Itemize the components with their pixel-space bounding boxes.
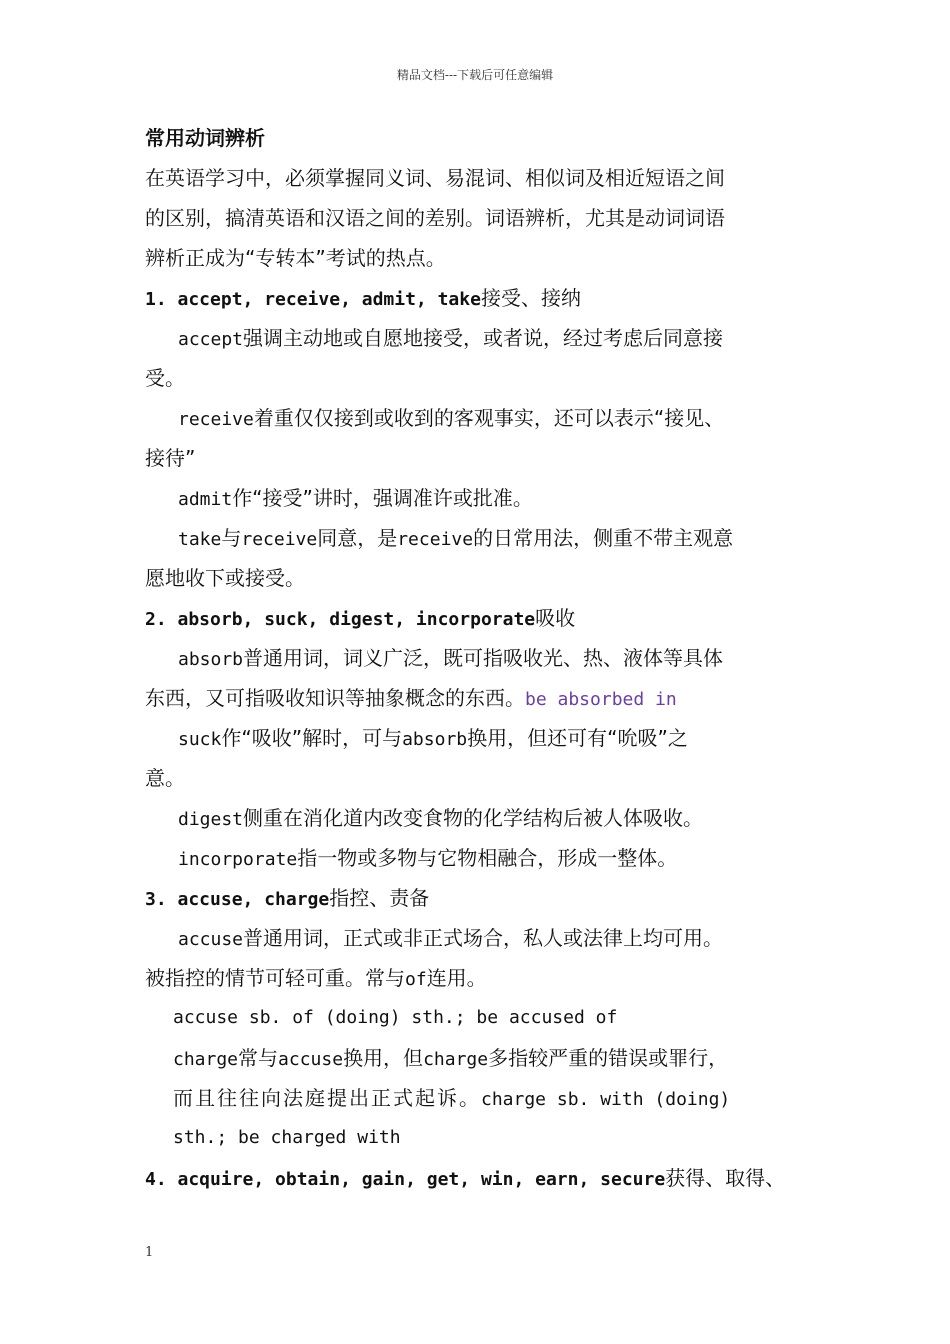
- definition: 而且往往向法庭提出正式起诉。: [173, 1086, 481, 1110]
- definition: 普通用词，词义广泛，既可指吸收光、热、液体等具体: [243, 646, 724, 670]
- term: suck: [178, 729, 222, 750]
- intro-line-3: 辨析正成为“专转本”考试的热点。: [145, 246, 446, 270]
- term: accuse: [278, 1049, 344, 1070]
- s1-accept-cont: 受。: [145, 366, 185, 390]
- definition: 多指较严重的错误或罪行，: [488, 1046, 729, 1070]
- section-1-words: 1. accept, receive, admit, take: [145, 289, 481, 310]
- definition: 东西，又可指吸收知识等抽象概念的东西。: [145, 686, 525, 710]
- section-2-heading: [145, 598, 815, 638]
- s3-accuse-cont: [145, 958, 815, 998]
- term: incorporate: [178, 849, 298, 870]
- term: charge: [173, 1049, 239, 1070]
- term: receive: [178, 409, 254, 430]
- definition: 常与: [238, 1046, 279, 1070]
- s2-incorporate-line: [145, 838, 815, 878]
- term: admit: [178, 489, 233, 510]
- definition: 强调主动地或自愿地接受，或者说，经过考虑后同意接: [243, 326, 724, 350]
- definition: 作“吸收”解时，可与: [221, 726, 403, 750]
- definition: 作“接受”讲时，强调准许或批准。: [232, 486, 533, 510]
- definition: 侧重在消化道内改变食物的化学结构后被人体吸收。: [243, 806, 704, 830]
- definition: 同意，是: [317, 526, 398, 550]
- definition: 换用，但还可有“吮吸”之: [467, 726, 688, 750]
- section-4-heading: [145, 1158, 815, 1198]
- term: receive: [241, 529, 318, 550]
- s2-absorb-line: [145, 638, 815, 678]
- term: receive: [397, 529, 474, 550]
- section-3-meaning: 指控、责备: [329, 886, 430, 910]
- s3-accuse-line: [145, 918, 815, 958]
- definition: 换用，但: [343, 1046, 424, 1070]
- definition: 连用。: [426, 966, 487, 990]
- intro-line-2: 的区别，搞清英语和汉语之间的差别。词语辨析，尤其是动词词语: [145, 206, 725, 230]
- definition: 指一物或多物与它物相融合，形成一整体。: [297, 846, 678, 870]
- s1-accept-line: [145, 318, 815, 358]
- term: accept: [178, 329, 244, 350]
- section-4-meaning: 获得、取得、: [665, 1166, 786, 1190]
- s2-digest-line: [145, 798, 815, 838]
- section-2-meaning: 吸收: [535, 606, 576, 630]
- s1-admit-line: [145, 478, 815, 518]
- s3-charge-usage: sth.; be charged with: [173, 1127, 401, 1148]
- s1-take-line: [145, 518, 815, 558]
- s3-charge-line: [145, 1038, 815, 1078]
- section-2-words: 2. absorb, suck, digest, incorporate: [145, 609, 536, 630]
- s1-receive-line: [145, 398, 815, 438]
- term: take: [178, 529, 222, 550]
- s2-suck-cont: 意。: [145, 766, 185, 790]
- s1-receive-cont: 接待”: [145, 446, 196, 470]
- definition: 与: [221, 526, 242, 550]
- s2-absorb-cont: [145, 678, 815, 718]
- section-4-words: 4. acquire, obtain, gain, get, win, earn, secure: [145, 1169, 666, 1190]
- term: absorb: [402, 729, 468, 750]
- term: of: [405, 969, 427, 990]
- term: accuse: [178, 929, 244, 950]
- s3-charge-cont: [145, 1078, 815, 1118]
- s2-suck-line: [145, 718, 815, 758]
- s1-take-cont: 愿地收下或接受。: [145, 566, 305, 590]
- doc-title: 常用动词辨析: [145, 126, 265, 150]
- term: absorb: [178, 649, 244, 670]
- section-3-heading: [145, 878, 815, 918]
- section-1-meaning: 接受、接纳: [480, 286, 581, 310]
- page-header: 精品文档---下载后可任意编辑: [396, 68, 554, 82]
- term: digest: [178, 809, 244, 830]
- definition: 普通用词，正式或非正式场合，私人或法律上均可用。: [243, 926, 724, 950]
- section-3-words: 3. accuse, charge: [145, 889, 330, 910]
- definition: 着重仅仅接到或收到的客观事实，还可以表示“接见、: [253, 406, 725, 430]
- usage: charge sb. with (doing): [481, 1089, 731, 1110]
- definition: 的日常用法，侧重不带主观意: [473, 526, 734, 550]
- intro-line-1: 在英语学习中，必须掌握同义词、易混词、相似词及相近短语之间: [145, 166, 725, 190]
- page-number: 1: [145, 1245, 154, 1260]
- phrase-note: be absorbed in: [525, 689, 677, 710]
- definition: 被指控的情节可轻可重。常与: [145, 966, 405, 990]
- s3-accuse-usage: accuse sb. of (doing) sth.; be accused of: [173, 1007, 618, 1028]
- document-body: [145, 118, 815, 1198]
- section-1-heading: [145, 278, 815, 318]
- term: charge: [423, 1049, 489, 1070]
